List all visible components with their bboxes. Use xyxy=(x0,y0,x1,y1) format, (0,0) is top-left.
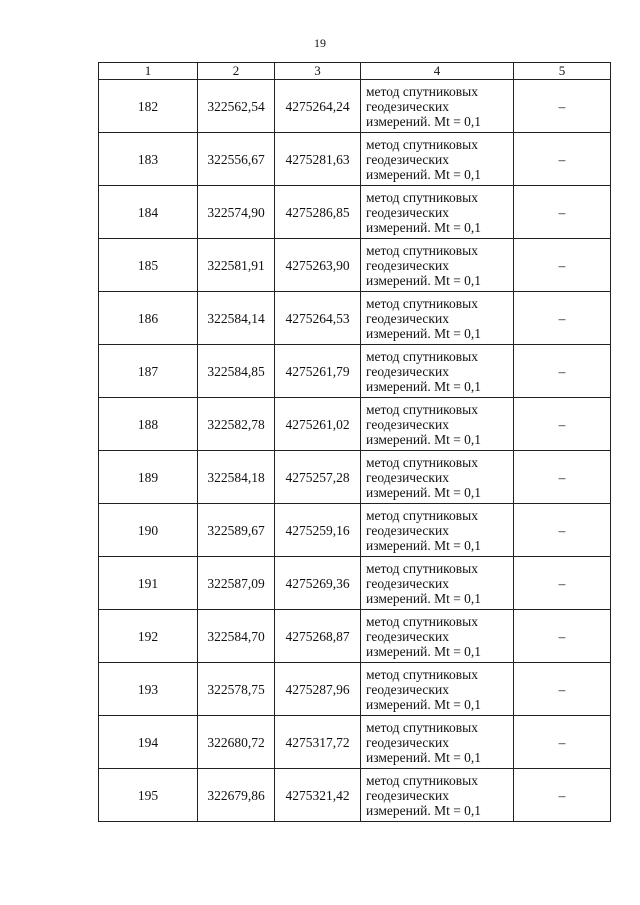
method-cell xyxy=(361,716,514,769)
method-line: измерений. Mt = 0,1 xyxy=(366,802,482,818)
method-line: измерений. Mt = 0,1 xyxy=(366,590,482,606)
table-row xyxy=(99,398,611,451)
note-cell: – xyxy=(514,769,611,822)
note-cell: – xyxy=(514,292,611,345)
y-coordinate-cell: 4275261,79 xyxy=(275,345,361,398)
method-line: геодезических xyxy=(366,151,449,167)
x-coordinate-cell: 322680,72 xyxy=(198,716,275,769)
method-line: измерений. Mt = 0,1 xyxy=(366,219,482,235)
method-cell xyxy=(361,133,514,186)
method-cell xyxy=(361,663,514,716)
method-line: метод спутниковых xyxy=(366,83,478,99)
table-row xyxy=(99,80,611,133)
method-line: измерений. Mt = 0,1 xyxy=(366,431,482,447)
table-row xyxy=(99,769,611,822)
note-cell: – xyxy=(514,504,611,557)
point-number-cell: 188 xyxy=(99,398,198,451)
x-coordinate-cell: 322584,14 xyxy=(198,292,275,345)
point-number-cell: 193 xyxy=(99,663,198,716)
note-cell: – xyxy=(514,345,611,398)
column-header-1: 1 xyxy=(99,63,198,80)
table-row xyxy=(99,610,611,663)
method-line: геодезических xyxy=(366,522,449,538)
x-coordinate-cell: 322562,54 xyxy=(198,80,275,133)
method-line: измерений. Mt = 0,1 xyxy=(366,696,482,712)
method-cell xyxy=(361,451,514,504)
table-body xyxy=(99,63,611,822)
x-coordinate-cell: 322578,75 xyxy=(198,663,275,716)
method-line: измерений. Mt = 0,1 xyxy=(366,537,482,553)
point-number-cell: 185 xyxy=(99,239,198,292)
y-coordinate-cell: 4275317,72 xyxy=(275,716,361,769)
method-cell xyxy=(361,239,514,292)
note-cell: – xyxy=(514,663,611,716)
method-line: метод спутниковых xyxy=(366,772,478,788)
method-line: геодезических xyxy=(366,98,449,114)
method-line: геодезических xyxy=(366,628,449,644)
method-line: метод спутниковых xyxy=(366,719,478,735)
table-row xyxy=(99,504,611,557)
point-number-cell: 186 xyxy=(99,292,198,345)
note-cell: – xyxy=(514,186,611,239)
method-line: геодезических xyxy=(366,787,449,803)
point-number-cell: 182 xyxy=(99,80,198,133)
method-line: метод спутниковых xyxy=(366,507,478,523)
note-cell: – xyxy=(514,716,611,769)
x-coordinate-cell: 322584,85 xyxy=(198,345,275,398)
y-coordinate-cell: 4275286,85 xyxy=(275,186,361,239)
method-cell xyxy=(361,292,514,345)
method-line: измерений. Mt = 0,1 xyxy=(366,113,482,129)
table-row xyxy=(99,239,611,292)
method-cell xyxy=(361,345,514,398)
method-line: измерений. Mt = 0,1 xyxy=(366,325,482,341)
method-line: геодезических xyxy=(366,469,449,485)
x-coordinate-cell: 322587,09 xyxy=(198,557,275,610)
y-coordinate-cell: 4275264,53 xyxy=(275,292,361,345)
method-line: метод спутниковых xyxy=(366,454,478,470)
method-cell xyxy=(361,80,514,133)
point-number-cell: 194 xyxy=(99,716,198,769)
note-cell: – xyxy=(514,239,611,292)
note-cell: – xyxy=(514,133,611,186)
method-line: метод спутниковых xyxy=(366,295,478,311)
y-coordinate-cell: 4275287,96 xyxy=(275,663,361,716)
method-cell xyxy=(361,610,514,663)
coordinates-table xyxy=(98,62,611,822)
y-coordinate-cell: 4275269,36 xyxy=(275,557,361,610)
y-coordinate-cell: 4275321,42 xyxy=(275,769,361,822)
y-coordinate-cell: 4275261,02 xyxy=(275,398,361,451)
point-number-cell: 187 xyxy=(99,345,198,398)
method-cell xyxy=(361,557,514,610)
table-row xyxy=(99,557,611,610)
y-coordinate-cell: 4275268,87 xyxy=(275,610,361,663)
method-line: геодезических xyxy=(366,416,449,432)
method-line: геодезических xyxy=(366,257,449,273)
column-header-5: 5 xyxy=(514,63,611,80)
table-row xyxy=(99,292,611,345)
method-line: геодезических xyxy=(366,575,449,591)
point-number-cell: 192 xyxy=(99,610,198,663)
method-line: метод спутниковых xyxy=(366,401,478,417)
method-line: измерений. Mt = 0,1 xyxy=(366,166,482,182)
y-coordinate-cell: 4275281,63 xyxy=(275,133,361,186)
x-coordinate-cell: 322574,90 xyxy=(198,186,275,239)
method-line: метод спутниковых xyxy=(366,136,478,152)
x-coordinate-cell: 322556,67 xyxy=(198,133,275,186)
method-line: измерений. Mt = 0,1 xyxy=(366,643,482,659)
method-cell xyxy=(361,769,514,822)
y-coordinate-cell: 4275264,24 xyxy=(275,80,361,133)
method-line: геодезических xyxy=(366,310,449,326)
method-cell xyxy=(361,398,514,451)
column-header-4: 4 xyxy=(361,63,514,80)
y-coordinate-cell: 4275263,90 xyxy=(275,239,361,292)
method-line: геодезических xyxy=(366,681,449,697)
method-line: измерений. Mt = 0,1 xyxy=(366,749,482,765)
column-header-3: 3 xyxy=(275,63,361,80)
table-row xyxy=(99,345,611,398)
method-line: метод спутниковых xyxy=(366,242,478,258)
method-line: метод спутниковых xyxy=(366,189,478,205)
x-coordinate-cell: 322584,18 xyxy=(198,451,275,504)
point-number-cell: 189 xyxy=(99,451,198,504)
table-row xyxy=(99,663,611,716)
table-header-row xyxy=(99,63,611,80)
method-line: измерений. Mt = 0,1 xyxy=(366,272,482,288)
point-number-cell: 184 xyxy=(99,186,198,239)
x-coordinate-cell: 322581,91 xyxy=(198,239,275,292)
method-line: геодезических xyxy=(366,734,449,750)
note-cell: – xyxy=(514,557,611,610)
point-number-cell: 190 xyxy=(99,504,198,557)
method-line: метод спутниковых xyxy=(366,560,478,576)
note-cell: – xyxy=(514,80,611,133)
table-row xyxy=(99,186,611,239)
note-cell: – xyxy=(514,610,611,663)
x-coordinate-cell: 322584,70 xyxy=(198,610,275,663)
table-row xyxy=(99,451,611,504)
x-coordinate-cell: 322679,86 xyxy=(198,769,275,822)
method-cell xyxy=(361,186,514,239)
y-coordinate-cell: 4275257,28 xyxy=(275,451,361,504)
method-line: метод спутниковых xyxy=(366,613,478,629)
method-line: геодезических xyxy=(366,363,449,379)
method-cell xyxy=(361,504,514,557)
point-number-cell: 195 xyxy=(99,769,198,822)
column-header-2: 2 xyxy=(198,63,275,80)
point-number-cell: 183 xyxy=(99,133,198,186)
table-row xyxy=(99,133,611,186)
note-cell: – xyxy=(514,398,611,451)
method-line: измерений. Mt = 0,1 xyxy=(366,484,482,500)
method-line: геодезических xyxy=(366,204,449,220)
x-coordinate-cell: 322589,67 xyxy=(198,504,275,557)
method-line: метод спутниковых xyxy=(366,348,478,364)
table-row xyxy=(99,716,611,769)
page-number: 19 xyxy=(314,36,326,50)
note-cell: – xyxy=(514,451,611,504)
method-line: метод спутниковых xyxy=(366,666,478,682)
x-coordinate-cell: 322582,78 xyxy=(198,398,275,451)
point-number-cell: 191 xyxy=(99,557,198,610)
method-line: измерений. Mt = 0,1 xyxy=(366,378,482,394)
y-coordinate-cell: 4275259,16 xyxy=(275,504,361,557)
